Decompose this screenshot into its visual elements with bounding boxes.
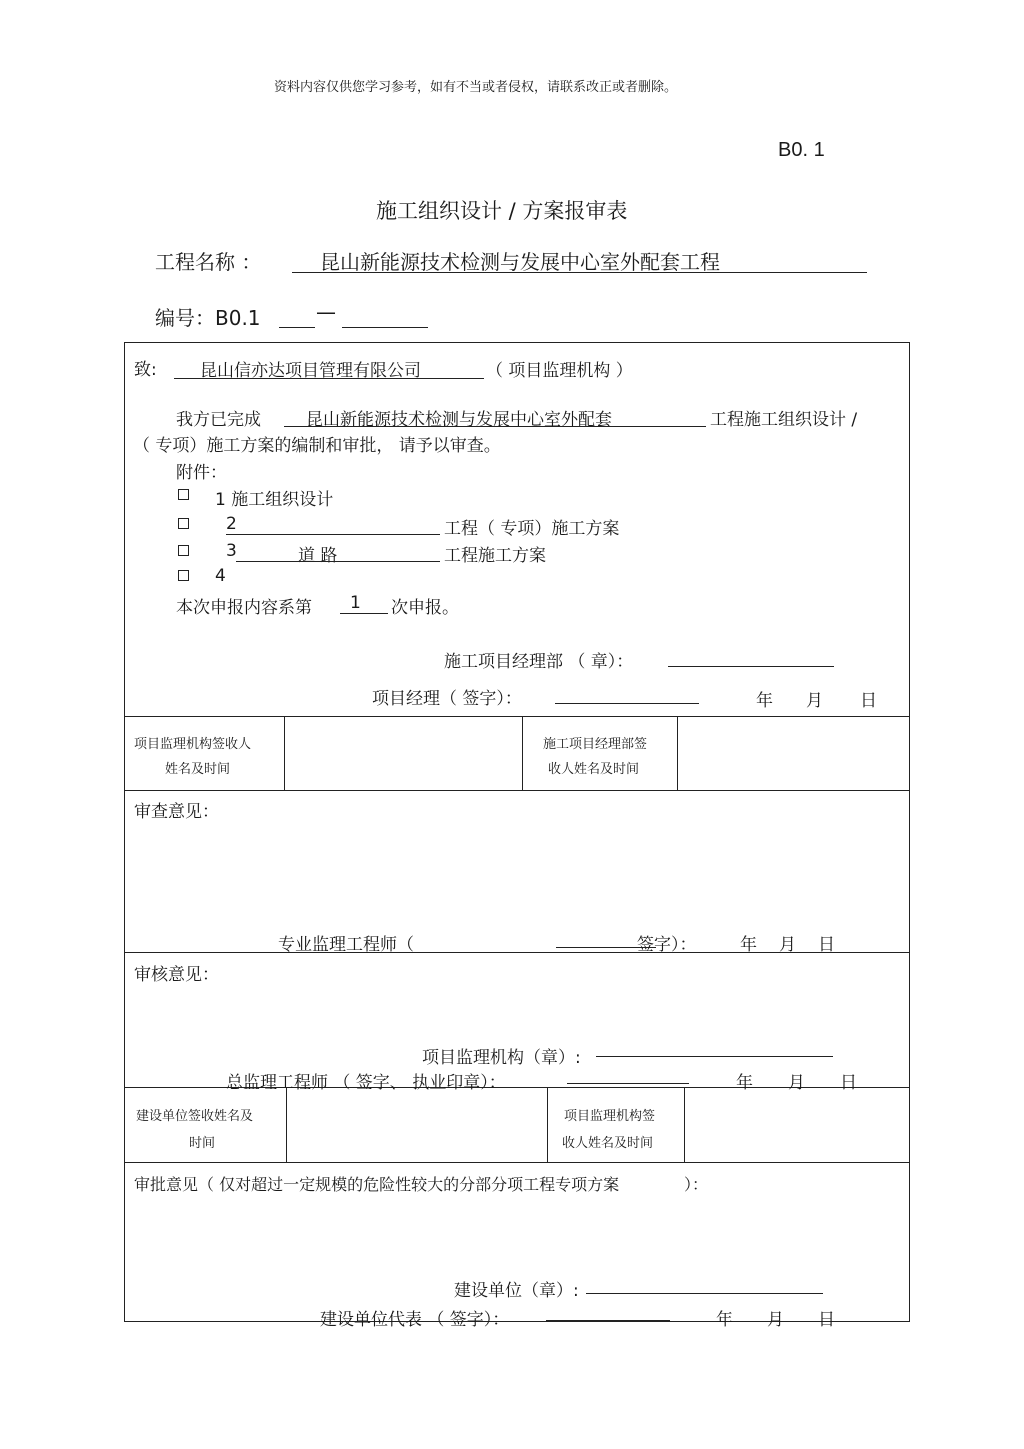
item2-suffix: 工程（ 专项）施工方案 — [444, 519, 620, 539]
item1-label: 1 施工组织设计 — [215, 490, 334, 510]
approval-rep-label: 建设单位代表 （ 签字）： — [320, 1310, 510, 1330]
number-underline-2 — [342, 327, 428, 328]
to-label: 致: — [134, 360, 157, 380]
item3-number: 3 — [226, 541, 237, 561]
col-divider — [684, 1087, 685, 1162]
receipt2-left-line2: 时间 — [189, 1136, 216, 1151]
dept-label: 施工项目经理部 （ 章）： — [444, 652, 634, 672]
checkbox-item4[interactable] — [178, 570, 189, 581]
body-line2: （ 专项）施工方案的编制和审批， 请予以审查。 — [133, 436, 501, 456]
manager-underline — [555, 703, 699, 704]
approval-unit-label: 建设单位（章）: — [454, 1281, 579, 1301]
item3-underline — [236, 561, 440, 562]
receipt1-right-line2: 收人姓名及时间 — [548, 762, 640, 777]
date-day: 日 — [860, 691, 877, 711]
audit-chief-underline — [567, 1083, 689, 1084]
review-day: 日 — [818, 935, 835, 955]
date-month: 月 — [806, 691, 823, 711]
review-signer-prefix: 专业监理工程师（ — [278, 935, 414, 955]
receipt1-right-line1: 施工项目经理部签 — [543, 737, 648, 752]
body-line1-project: 昆山新能源技术检测与发展中心室外配套 — [306, 410, 612, 430]
number-label: 编号：B0.1 — [155, 306, 261, 330]
report-suffix: 次申报。 — [391, 598, 459, 618]
receipt1-left-line2: 姓名及时间 — [165, 762, 231, 777]
divider-5 — [124, 1162, 910, 1163]
review-year: 年 — [740, 935, 757, 955]
body-line1-suffix: 工程施工组织设计 / — [710, 410, 858, 430]
approval-label-end: ）： — [684, 1175, 709, 1194]
col-divider — [547, 1087, 548, 1162]
report-underline — [340, 613, 388, 614]
checkbox-item1[interactable] — [178, 489, 189, 500]
checkbox-item2[interactable] — [178, 518, 189, 529]
receipt2-right-line1: 项目监理机构签 — [564, 1109, 656, 1124]
audit-month: 月 — [788, 1073, 805, 1093]
col-divider — [284, 716, 285, 790]
item4-number: 4 — [215, 566, 226, 586]
dept-underline — [668, 666, 834, 667]
to-recipient: 昆山信亦达项目管理有限公司 — [200, 361, 421, 381]
to-underline — [174, 378, 484, 379]
audit-label: 审核意见： — [134, 965, 219, 985]
col-divider — [522, 716, 523, 790]
approval-unit-underline — [586, 1293, 823, 1294]
disclaimer: 资料内容仅供您学习参考，如有不当或者侵权，请联系改正或者删除。 — [274, 80, 678, 95]
body-line1-prefix: 我方已完成 — [176, 410, 261, 430]
to-suffix: （ 项目监理机构 ） — [486, 361, 633, 381]
receipt2-right-line2: 收人姓名及时间 — [562, 1136, 654, 1151]
project-name-value: 昆山新能源技术检测与发展中心室外配套工程 — [320, 250, 720, 274]
project-name-underline — [292, 272, 867, 273]
item2-number: 2 — [226, 514, 237, 534]
project-name-label: 工程名称 ： — [155, 250, 262, 274]
receipt1-left-line1: 项目监理机构签收人 — [134, 737, 252, 752]
item2-underline — [226, 534, 440, 535]
review-signer-suffix: 签字）： — [637, 935, 697, 955]
number-dash: — — [316, 300, 336, 324]
approval-month: 月 — [767, 1310, 784, 1330]
manager-label: 项目经理（ 签字）： — [372, 689, 522, 709]
report-prefix: 本次申报内容系第 — [176, 598, 312, 618]
review-month: 月 — [779, 935, 796, 955]
approval-label: 审批意见（ 仅对超过一定规模的危险性较大的分部分项工程专项方案 — [134, 1175, 620, 1194]
date-year: 年 — [756, 691, 773, 711]
approval-year: 年 — [716, 1310, 733, 1330]
divider-2 — [124, 790, 910, 791]
col-divider — [286, 1087, 287, 1162]
audit-day: 日 — [840, 1073, 857, 1093]
report-count: 1 — [350, 593, 361, 613]
approval-rep-underline — [546, 1320, 670, 1321]
audit-org-underline — [596, 1056, 833, 1057]
audit-org-label: 项目监理机构（章）: — [422, 1048, 581, 1068]
approval-day: 日 — [818, 1310, 835, 1330]
number-underline-1 — [279, 327, 315, 328]
audit-chief-label: 总监理工程师 （ 签字、 执业印章）： — [226, 1073, 506, 1093]
page-title: 施工组织设计 / 方案报审表 — [376, 199, 628, 223]
item3-fill: 道 路 — [298, 546, 338, 566]
review-label: 审查意见： — [134, 802, 219, 822]
col-divider — [677, 716, 678, 790]
item3-suffix: 工程施工方案 — [444, 546, 546, 566]
form-code: B0. 1 — [778, 139, 825, 161]
attachments-label: 附件： — [176, 463, 227, 483]
divider-1 — [124, 716, 910, 717]
audit-year: 年 — [736, 1073, 753, 1093]
checkbox-item3[interactable] — [178, 545, 189, 556]
receipt2-left-line1: 建设单位签收姓名及 — [136, 1109, 254, 1124]
body-line1-underline — [284, 426, 706, 427]
